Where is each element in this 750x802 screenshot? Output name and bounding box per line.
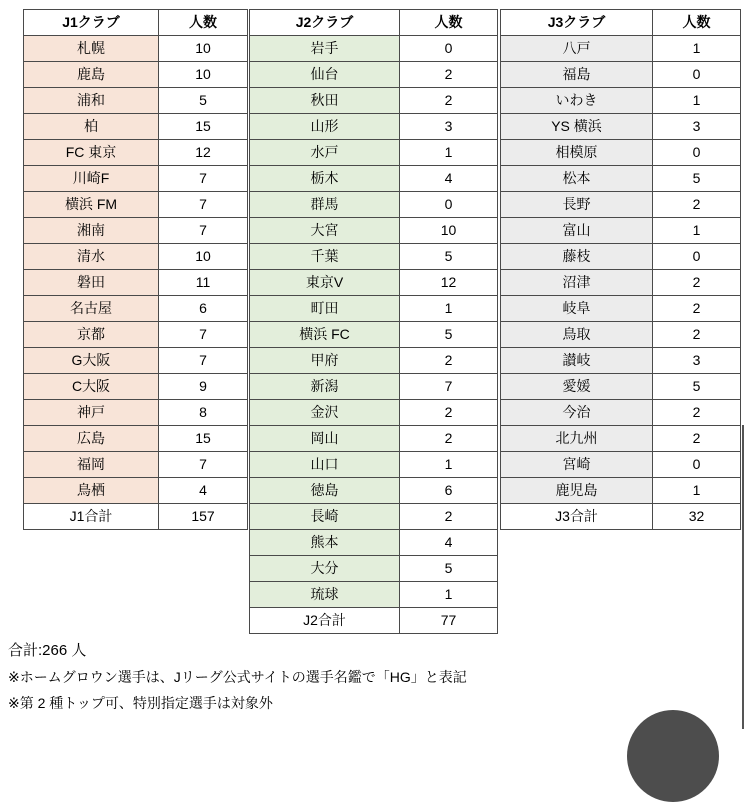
j1-club-header: J1クラブ [24,10,159,36]
table-row [501,244,741,270]
table-row [501,88,741,114]
total-row [24,504,248,530]
club-name-cell: 広島 [24,426,159,452]
club-name-cell: G大阪 [24,348,159,374]
player-count-cell: 9 [159,374,248,400]
club-name-cell: 湘南 [24,218,159,244]
club-name-cell: 甲府 [250,348,400,374]
club-name-cell: 川崎F [24,166,159,192]
player-count-cell: 8 [159,400,248,426]
j2-club-header: J2クラブ [250,10,400,36]
table-row [24,452,248,478]
player-count-cell: 1 [653,478,741,504]
player-count-cell: 7 [159,322,248,348]
table-row [24,114,248,140]
player-count-cell: 7 [400,374,498,400]
player-count-cell: 1 [400,582,498,608]
table-row [250,530,498,556]
player-count-cell: 3 [653,348,741,374]
table-row [250,426,498,452]
club-name-cell: FC 東京 [24,140,159,166]
table-row [24,62,248,88]
club-name-cell: 山形 [250,114,400,140]
table-row [24,166,248,192]
club-name-cell: 浦和 [24,88,159,114]
player-count-cell: 2 [400,426,498,452]
club-name-cell: 磐田 [24,270,159,296]
j1-header-row [24,10,248,36]
player-count-cell: 1 [400,140,498,166]
table-row [250,166,498,192]
table-row [501,478,741,504]
j3-total-label: J3合計 [501,504,653,530]
player-count-cell: 10 [159,62,248,88]
table-row [501,140,741,166]
j2-header-row [250,10,498,36]
player-count-cell: 2 [400,88,498,114]
table-row [24,348,248,374]
table-row [501,270,741,296]
club-name-cell: 横浜 FM [24,192,159,218]
player-count-cell: 10 [159,36,248,62]
player-count-cell: 1 [400,296,498,322]
club-name-cell: 長野 [501,192,653,218]
player-count-cell: 2 [653,270,741,296]
player-count-cell: 6 [159,296,248,322]
table-row [250,140,498,166]
table-row [501,322,741,348]
player-count-cell: 2 [653,296,741,322]
club-name-cell: 清水 [24,244,159,270]
player-count-cell: 11 [159,270,248,296]
player-count-cell: 1 [653,36,741,62]
player-count-cell: 2 [400,504,498,530]
club-name-cell: 宮崎 [501,452,653,478]
j3-table [500,9,741,530]
club-name-cell: 栃木 [250,166,400,192]
j1-total-count: 157 [159,504,248,530]
corner-circle-decoration [627,710,719,802]
club-name-cell: 岩手 [250,36,400,62]
table-row [501,62,741,88]
table-row [501,452,741,478]
table-row [250,322,498,348]
club-name-cell: 大分 [250,556,400,582]
club-name-cell: 大宮 [250,218,400,244]
table-row [24,374,248,400]
j3-club-header: J3クラブ [501,10,653,36]
club-name-cell: 長崎 [250,504,400,530]
player-count-cell: 15 [159,114,248,140]
player-count-cell: 0 [653,452,741,478]
club-name-cell: 水戸 [250,140,400,166]
player-count-cell: 1 [653,88,741,114]
player-count-cell: 3 [400,114,498,140]
club-name-cell: 山口 [250,452,400,478]
club-name-cell: 千葉 [250,244,400,270]
grand-total: 合計:266 人 [8,642,87,659]
club-name-cell: 鳥栖 [24,478,159,504]
club-name-cell: 藤枝 [501,244,653,270]
club-name-cell: 柏 [24,114,159,140]
table-row [24,322,248,348]
player-count-cell: 7 [159,166,248,192]
club-name-cell: C大阪 [24,374,159,400]
player-count-cell: 5 [159,88,248,114]
table-row [24,270,248,296]
j2-total-count: 77 [400,608,498,634]
player-count-cell: 2 [653,426,741,452]
player-count-cell: 2 [653,322,741,348]
j2-table [249,9,498,634]
club-name-cell: 名古屋 [24,296,159,322]
table-row [24,400,248,426]
total-row [250,608,498,634]
club-name-cell: 今治 [501,400,653,426]
player-count-cell: 10 [400,218,498,244]
table-row [250,582,498,608]
player-count-cell: 5 [400,244,498,270]
table-row [24,244,248,270]
club-name-cell: 富山 [501,218,653,244]
table-row [250,296,498,322]
table-row [501,374,741,400]
club-name-cell: YS 横浜 [501,114,653,140]
club-name-cell: 岐阜 [501,296,653,322]
table-row [501,218,741,244]
table-row [250,348,498,374]
player-count-cell: 3 [653,114,741,140]
player-count-cell: 1 [653,218,741,244]
table-row [24,478,248,504]
club-name-cell: 松本 [501,166,653,192]
table-row [250,374,498,400]
player-count-cell: 15 [159,426,248,452]
j1-total-label: J1合計 [24,504,159,530]
club-name-cell: 鹿児島 [501,478,653,504]
table-row [501,296,741,322]
club-name-cell: 琉球 [250,582,400,608]
player-count-cell: 0 [400,36,498,62]
player-count-cell: 2 [653,192,741,218]
club-name-cell: 横浜 FC [250,322,400,348]
j2-total-label: J2合計 [250,608,400,634]
table-row [501,400,741,426]
table-row [24,426,248,452]
table-row [250,452,498,478]
club-name-cell: 秋田 [250,88,400,114]
player-count-cell: 12 [159,140,248,166]
player-count-cell: 0 [653,140,741,166]
table-row [501,114,741,140]
table-row [24,88,248,114]
table-row [501,192,741,218]
club-name-cell: 札幌 [24,36,159,62]
player-count-cell: 4 [400,166,498,192]
table-row [501,348,741,374]
j3-header-row [501,10,741,36]
table-row [250,504,498,530]
table-row [24,296,248,322]
table-row [250,36,498,62]
club-name-cell: 金沢 [250,400,400,426]
club-name-cell: 新潟 [250,374,400,400]
player-count-cell: 4 [400,530,498,556]
player-count-cell: 6 [400,478,498,504]
table-row [24,218,248,244]
table-row [250,556,498,582]
player-count-cell: 5 [400,556,498,582]
club-name-cell: 京都 [24,322,159,348]
club-name-cell: 愛媛 [501,374,653,400]
club-name-cell: 福島 [501,62,653,88]
player-count-cell: 2 [653,400,741,426]
table-row [501,426,741,452]
player-count-cell: 0 [653,62,741,88]
table-row [24,36,248,62]
player-count-cell: 2 [400,62,498,88]
notes [8,638,467,716]
table-row [24,192,248,218]
club-name-cell: 北九州 [501,426,653,452]
club-name-cell: 相模原 [501,140,653,166]
right-edge-rule [742,425,744,729]
table-row [250,478,498,504]
table-row [501,36,741,62]
table-row [250,62,498,88]
j3-count-header: 人数 [653,10,741,36]
player-count-cell: 12 [400,270,498,296]
j1-table [23,9,248,530]
table-row [250,192,498,218]
club-name-cell: 岡山 [250,426,400,452]
note-exclusion: ※第 2 種トップ可、特別指定選手は対象外 [8,695,273,711]
club-name-cell: 鳥取 [501,322,653,348]
player-count-cell: 4 [159,478,248,504]
table-row [250,244,498,270]
table-row [24,140,248,166]
table-row [250,218,498,244]
player-count-cell: 5 [653,374,741,400]
club-name-cell: 福岡 [24,452,159,478]
table-row [501,166,741,192]
player-count-cell: 0 [653,244,741,270]
player-count-cell: 7 [159,192,248,218]
table-row [250,88,498,114]
club-name-cell: いわき [501,88,653,114]
table-row [250,400,498,426]
club-name-cell: 熊本 [250,530,400,556]
club-name-cell: 町田 [250,296,400,322]
club-name-cell: 群馬 [250,192,400,218]
player-count-cell: 7 [159,348,248,374]
j3-total-count: 32 [653,504,741,530]
player-count-cell: 5 [653,166,741,192]
club-name-cell: 讃岐 [501,348,653,374]
player-count-cell: 2 [400,348,498,374]
club-name-cell: 徳島 [250,478,400,504]
note-homegrown: ※ホームグロウン選手は、Jリーグ公式サイトの選手名鑑で「HG」と表記 [8,669,467,685]
table-row [250,270,498,296]
player-count-cell: 5 [400,322,498,348]
total-row [501,504,741,530]
player-count-cell: 7 [159,218,248,244]
player-count-cell: 2 [400,400,498,426]
club-name-cell: 神戸 [24,400,159,426]
j1-count-header: 人数 [159,10,248,36]
player-count-cell: 0 [400,192,498,218]
player-count-cell: 1 [400,452,498,478]
player-count-cell: 7 [159,452,248,478]
j2-count-header: 人数 [400,10,498,36]
table-row [250,114,498,140]
club-name-cell: 仙台 [250,62,400,88]
club-name-cell: 沼津 [501,270,653,296]
player-count-cell: 10 [159,244,248,270]
club-name-cell: 八戸 [501,36,653,62]
club-name-cell: 東京V [250,270,400,296]
club-name-cell: 鹿島 [24,62,159,88]
